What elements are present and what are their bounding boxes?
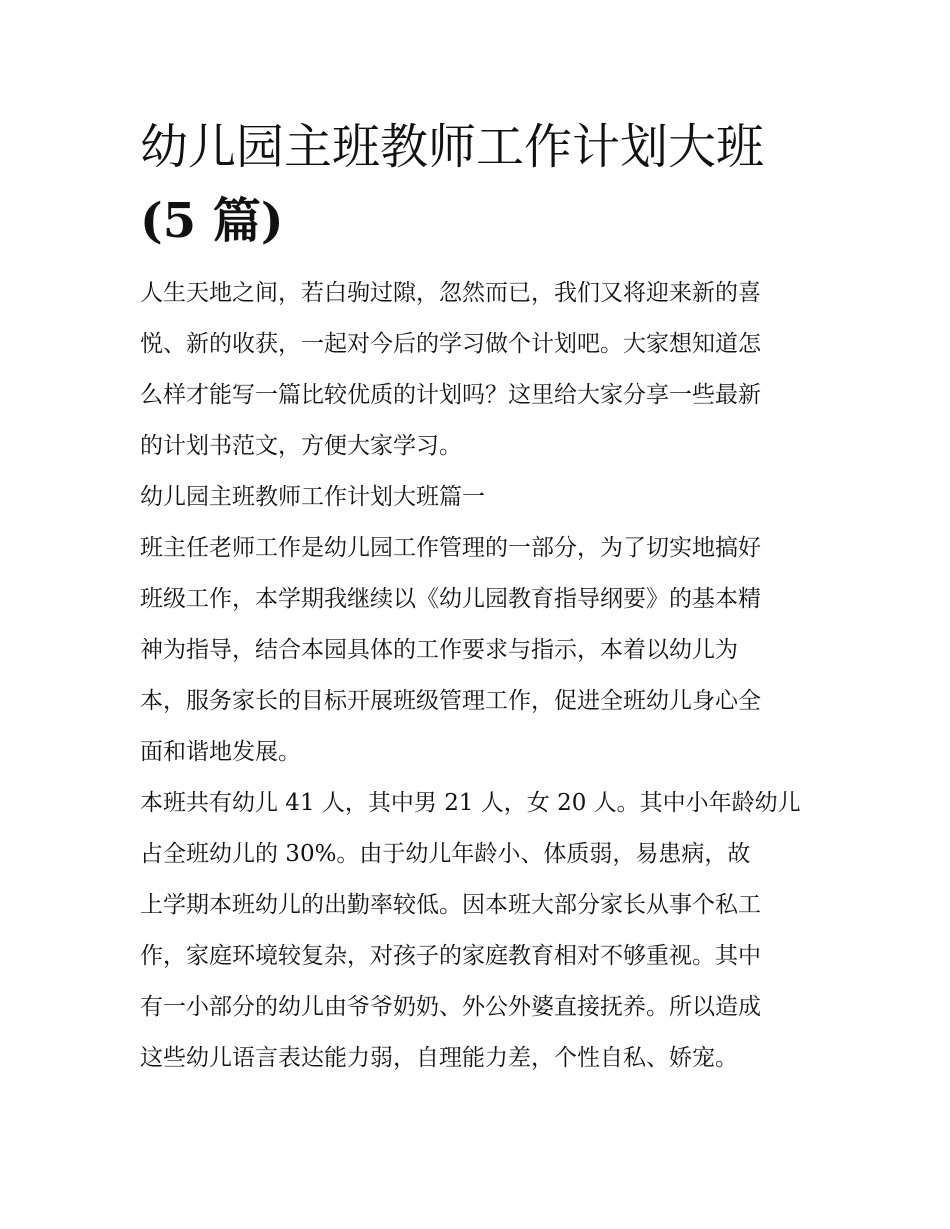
intro-line: 么样才能写一篇比较优质的计划吗？这里给大家分享一些最新	[140, 382, 761, 408]
paragraph-line: 占全班幼儿的 30%。由于幼儿年龄小、体质弱，易患病，故	[140, 841, 751, 867]
paragraph-line: 本班共有幼儿 41 人，其中男 21 人，女 20 人。其中小年龄幼儿	[140, 790, 801, 816]
intro-line: 悦、新的收获，一起对今后的学习做个计划吧。大家想知道怎	[140, 331, 761, 357]
intro-line: 人生天地之间，若白驹过隙，忽然而已，我们又将迎来新的喜	[140, 280, 761, 306]
paragraph-line: 本，服务家长的目标开展班级管理工作，促进全班幼儿身心全	[140, 688, 761, 714]
intro-line: 的计划书范文，方便大家学习。	[140, 433, 462, 459]
paragraph-line: 神为指导，结合本园具体的工作要求与指示，本着以幼儿为	[140, 637, 738, 663]
section-heading-text: 幼儿园主班教师工作计划大班篇一	[140, 484, 485, 510]
paragraph-line: 面和谐地发展。	[140, 739, 301, 765]
paragraph-2	[140, 778, 812, 1084]
intro-paragraph	[140, 268, 812, 472]
paragraph-line: 班主任老师工作是幼儿园工作管理的一部分，为了切实地搞好	[140, 535, 761, 561]
paragraph-1	[140, 523, 812, 778]
paragraph-line: 作，家庭环境较复杂，对孩子的家庭教育相对不够重视。其中	[140, 943, 761, 969]
document-page	[140, 110, 812, 1084]
paragraph-line: 班级工作，本学期我继续以《幼儿园教育指导纲要》的基本精	[140, 586, 761, 612]
title-line-1: 幼儿园主班教师工作计划大班	[140, 119, 765, 175]
title-line-2: (5 篇)	[140, 193, 284, 249]
paragraph-line: 有一小部分的幼儿由爷爷奶奶、外公外婆直接抚养。所以造成	[140, 994, 761, 1020]
section-heading	[140, 472, 812, 523]
document-title	[140, 110, 812, 258]
paragraph-line: 上学期本班幼儿的出勤率较低。因本班大部分家长从事个私工	[140, 892, 761, 918]
paragraph-line: 这些幼儿语言表达能力弱，自理能力差，个性自私、娇宠。	[140, 1045, 738, 1071]
